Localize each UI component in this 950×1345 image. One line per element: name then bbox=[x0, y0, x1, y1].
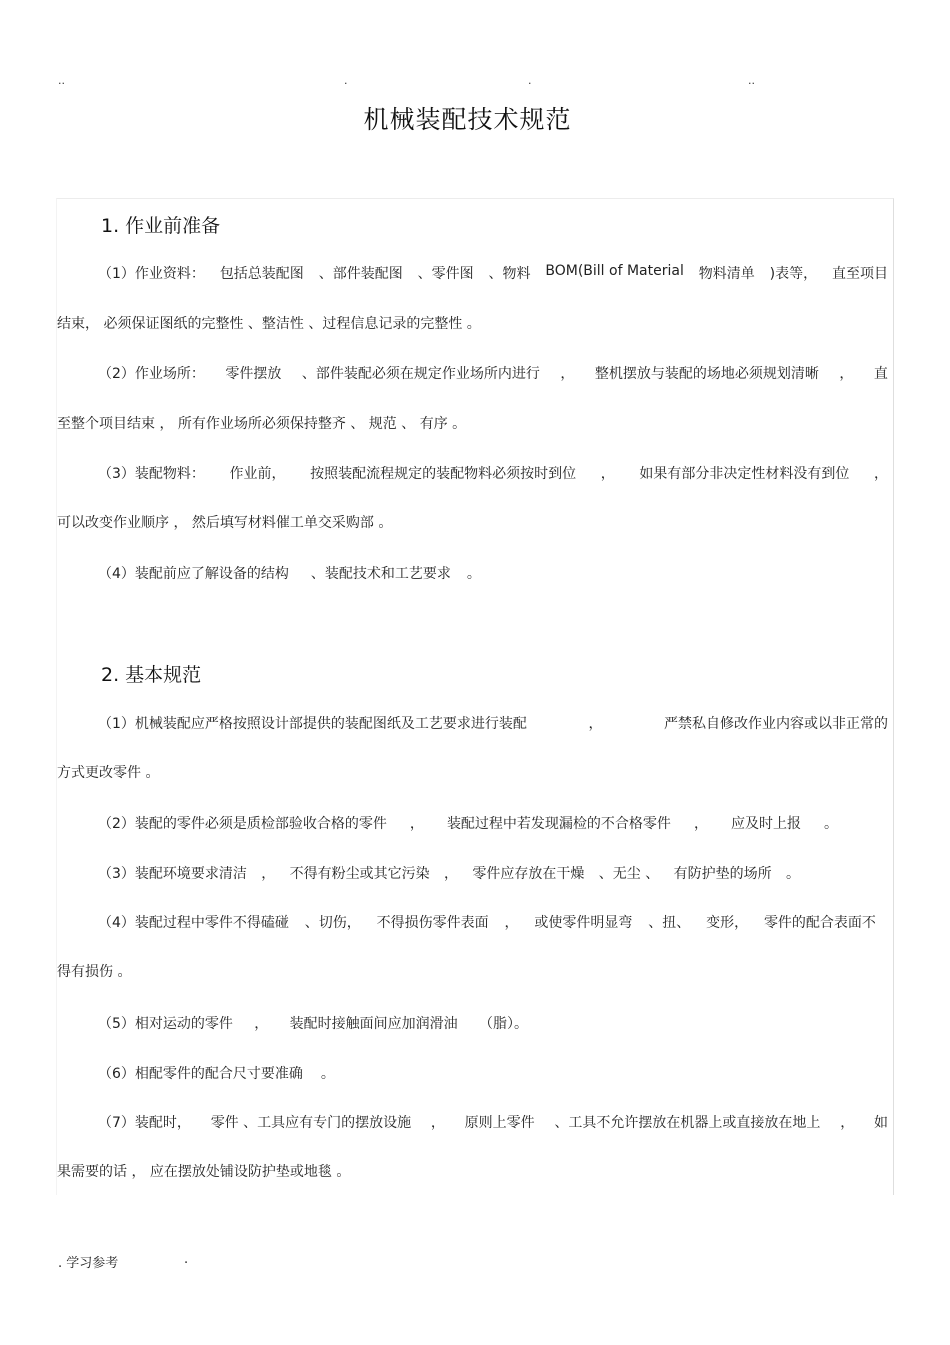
text-segment: 零件应存放在干燥 bbox=[472, 866, 585, 882]
text-segment: 。 bbox=[466, 566, 481, 582]
text-segment: 有防护垫的场所 bbox=[673, 866, 772, 882]
text-segment: 不得有粉尘或其它污染 bbox=[289, 866, 430, 882]
text-segment: （1）作业资料： bbox=[98, 266, 205, 282]
paragraph-2-1 bbox=[98, 713, 888, 733]
text-segment: )表等， bbox=[769, 266, 818, 282]
text-segment: （脂）。 bbox=[479, 1016, 528, 1032]
text-segment: 整机摆放与装配的场地必须规划清晰 bbox=[594, 366, 819, 382]
text-segment: 、无尘 、 bbox=[598, 866, 660, 882]
section-heading-2: 2. 基本规范 bbox=[101, 664, 202, 686]
text-segment: ， bbox=[261, 866, 276, 882]
text-segment: ， bbox=[693, 816, 708, 832]
paragraph-1-3 bbox=[98, 463, 888, 483]
text-segment: 包括总装配图 bbox=[219, 266, 304, 282]
paragraph-2-4 bbox=[98, 912, 876, 932]
footer-text: . 学习参考 bbox=[58, 1256, 119, 1271]
text-segment: 装配过程中若发现漏检的不合格零件 bbox=[446, 816, 671, 832]
text-segment: BOM(Bill of Material bbox=[545, 263, 684, 279]
text-segment: （5）相对运动的零件 bbox=[98, 1016, 233, 1032]
paragraph-2-1-continuation: 方式更改零件 。 bbox=[57, 765, 160, 781]
text-segment: （3）装配环境要求清洁 bbox=[98, 866, 247, 882]
paragraph-2-3 bbox=[98, 863, 800, 883]
header-mark-1: .. bbox=[58, 74, 65, 87]
text-segment: ， bbox=[430, 1115, 445, 1131]
text-segment: 物料清单 bbox=[698, 266, 755, 282]
text-segment: 作业前， bbox=[229, 466, 286, 482]
text-segment: 、部件装配图 bbox=[318, 266, 403, 282]
text-segment: （7）装配时， bbox=[98, 1115, 191, 1131]
header-mark-2: . bbox=[344, 74, 348, 87]
text-segment: （1）机械装配应严格按照设计部提供的装配图纸及工艺要求进行装配 bbox=[98, 716, 527, 732]
text-segment: 、物料 bbox=[488, 266, 531, 282]
paragraph-1-2 bbox=[98, 363, 888, 383]
header-mark-3: . bbox=[528, 74, 532, 87]
text-segment: （4）装配前应了解设备的结构 bbox=[98, 566, 289, 582]
text-segment: （4）装配过程中零件不得磕碰 bbox=[98, 915, 289, 931]
text-segment: 应及时上报 bbox=[730, 816, 801, 832]
text-segment: （3）装配物料： bbox=[98, 466, 205, 482]
paragraph-2-7 bbox=[98, 1112, 888, 1132]
text-segment: 直 bbox=[873, 366, 888, 382]
text-segment: ， bbox=[444, 866, 459, 882]
text-segment: ， bbox=[254, 1016, 269, 1032]
text-segment: 。 bbox=[786, 866, 800, 882]
text-segment: ， bbox=[504, 915, 519, 931]
text-segment: 、部件装配必须在规定作业场所内进行 bbox=[301, 366, 540, 382]
header-mark-4: .. bbox=[748, 74, 755, 87]
text-segment: 如果有部分非决定性材料没有到位 bbox=[639, 466, 850, 482]
text-segment: 、工具不允许摆放在机器上或直接放在地上 bbox=[554, 1115, 821, 1131]
text-segment: ， bbox=[409, 816, 424, 832]
paragraph-2-6 bbox=[98, 1063, 888, 1083]
text-segment: ， bbox=[873, 466, 888, 482]
text-segment: 、零件图 bbox=[417, 266, 474, 282]
paragraph-1-1 bbox=[98, 263, 888, 283]
text-segment: 零件的配合表面不 bbox=[763, 915, 876, 931]
text-segment: 、扭、 bbox=[648, 915, 691, 931]
text-segment: 零件摆放 bbox=[225, 366, 282, 382]
paragraph-2-7-continuation: 果需要的话 ， 应在摆放处铺设防护垫或地毯 。 bbox=[57, 1164, 351, 1180]
document-title: 机械装配技术规范 bbox=[363, 105, 572, 134]
text-segment: （2）装配的零件必须是质检部验收合格的零件 bbox=[98, 816, 387, 832]
text-segment: ， bbox=[840, 1115, 855, 1131]
text-segment: 变形， bbox=[706, 915, 749, 931]
paragraph-2-4-continuation: 得有损伤 。 bbox=[57, 964, 132, 980]
text-segment: 。 bbox=[823, 816, 838, 832]
text-segment: ， bbox=[600, 466, 615, 482]
text-segment: 。 bbox=[320, 1066, 335, 1082]
text-segment: 如 bbox=[873, 1115, 888, 1131]
text-segment: （2）作业场所： bbox=[98, 366, 205, 382]
paragraph-1-2-continuation: 至整个项目结束 ， 所有作业场所必须保持整齐 、 规范 、 有序 。 bbox=[57, 416, 467, 432]
text-segment: ， bbox=[588, 716, 603, 732]
text-segment: ， bbox=[839, 366, 854, 382]
footer-mark: . bbox=[184, 1252, 189, 1267]
text-segment: 原则上零件 bbox=[464, 1115, 535, 1131]
text-segment: 按照装配流程规定的装配物料必须按时到位 bbox=[310, 466, 577, 482]
text-segment: 、切伤， bbox=[304, 915, 361, 931]
text-segment: 直至项目 bbox=[831, 266, 888, 282]
text-segment: 零件 、工具应有专门的摆放设施 bbox=[210, 1115, 412, 1131]
paragraph-1-3-continuation: 可以改变作业顺序 ， 然后填写材料催工单交采购部 。 bbox=[57, 515, 393, 531]
text-segment: 或使零件明显弯 bbox=[534, 915, 633, 931]
text-segment: （6）相配零件的配合尺寸要准确 bbox=[98, 1066, 303, 1082]
paragraph-1-1-continuation: 结束， 必须保证图纸的完整性 、整洁性 、过程信息记录的完整性 。 bbox=[57, 316, 481, 332]
text-segment: 不得损伤零件表面 bbox=[376, 915, 489, 931]
text-segment: ， bbox=[560, 366, 575, 382]
content-frame bbox=[56, 198, 894, 1195]
paragraph-2-5 bbox=[98, 1013, 528, 1033]
text-segment: 严禁私自修改作业内容或以非正常的 bbox=[664, 716, 888, 732]
paragraph-2-2 bbox=[98, 813, 838, 833]
paragraph-1-4 bbox=[98, 563, 888, 583]
text-segment: 、装配技术和工艺要求 bbox=[310, 566, 451, 582]
text-segment: 装配时接触面间应加润滑油 bbox=[289, 1016, 458, 1032]
section-heading-1: 1. 作业前准备 bbox=[101, 215, 221, 237]
